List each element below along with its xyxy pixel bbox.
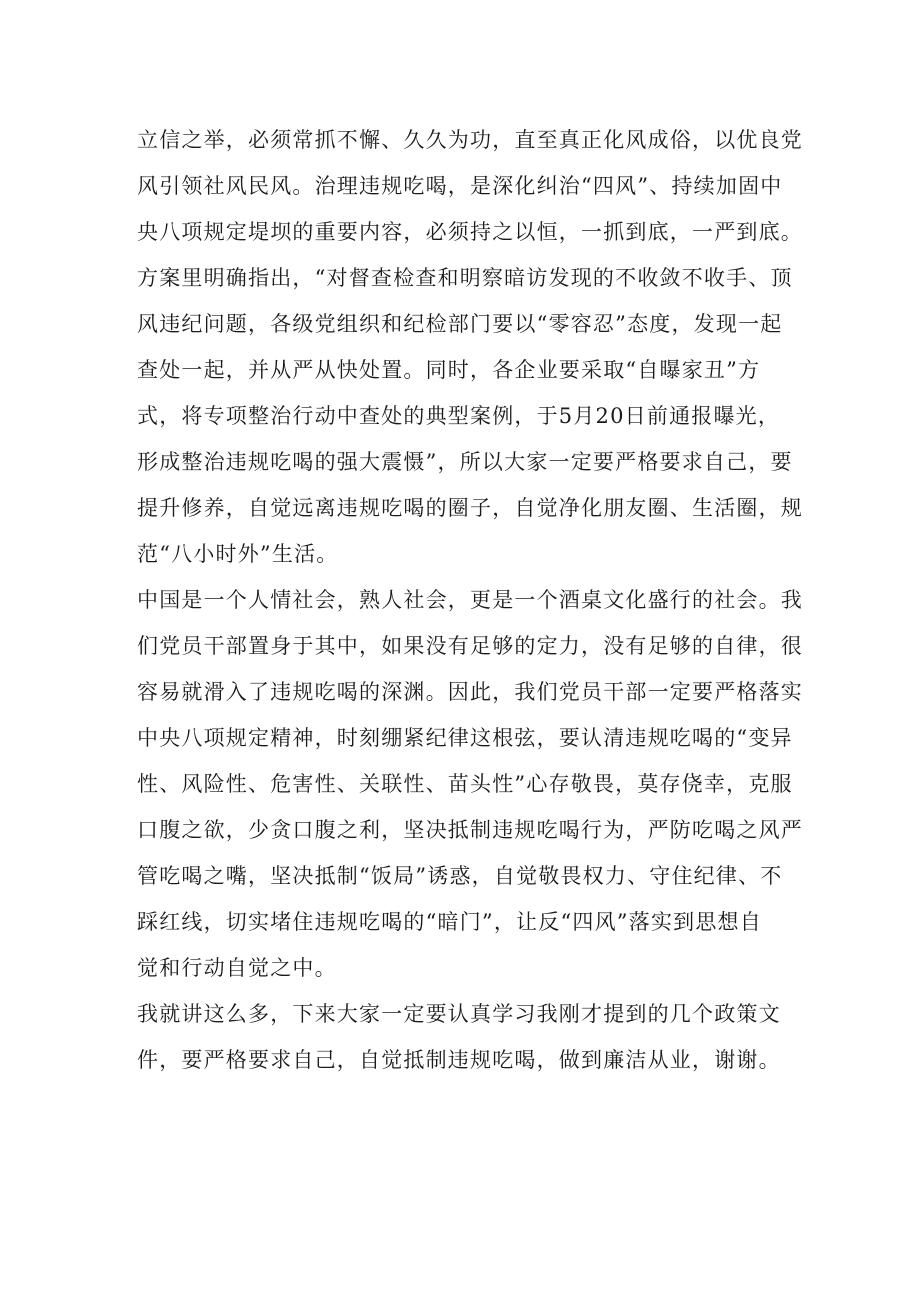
text-line: 查处一起，并从严从快处置。同时，各企业要采取“自曝家丑”方 <box>137 358 761 382</box>
text-line: 管吃喝之嘴，坚决抵制“饭局”诱惑，自觉敬畏权力、守住纪律、不 <box>137 864 783 888</box>
body-text <box>137 117 803 1083</box>
text-line: 式，将专项整治行动中查处的典型案例，于5月20日前通报曝光， <box>137 404 781 428</box>
text-line: 风违纪问题，各级党组织和纪检部门要以“零容忍”态度，发现一起 <box>137 312 783 336</box>
text-line: 件，要严格要求自己，自觉抵制违规吃喝，做到廉洁从业，谢谢。 <box>137 1048 781 1072</box>
text-line: 范“八小时外”生活。 <box>137 542 339 566</box>
text-line: 容易就滑入了违规吃喝的深渊。因此，我们党员干部一定要严格落实 <box>137 680 803 704</box>
text-line: 提升修养，自觉远离违规吃喝的圈子，自觉净化朋友圈、生活圈，规 <box>137 496 803 520</box>
text-line: 方案里明确指出，“对督查检查和明察暗访发现的不收敛不收手、顶 <box>137 266 793 290</box>
text-line: 风引领社风民风。治理违规吃喝，是深化纠治“四风”、持续加固中 <box>137 174 783 198</box>
text-line: 觉和行动自觉之中。 <box>137 956 337 980</box>
text-line: 性、风险性、危害性、关联性、苗头性”心存敬畏，莫存侥幸，克服 <box>137 772 793 796</box>
text-line: 们党员干部置身于其中，如果没有足够的定力，没有足够的自律，很 <box>137 634 803 658</box>
text-line: 形成整治违规吃喝的强大震慑”，所以大家一定要严格要求自己，要 <box>137 450 793 474</box>
text-line: 踩红线，切实堵住违规吃喝的“暗门”，让反“四风”落实到思想自 <box>137 910 762 934</box>
text-line: 中国是一个人情社会，熟人社会，更是一个酒桌文化盛行的社会。我 <box>137 588 803 612</box>
text-line: 口腹之欲，少贪口腹之利，坚决抵制违规吃喝行为，严防吃喝之风严 <box>137 818 803 842</box>
text-line: 中央八项规定精神，时刻绷紧纪律这根弦，要认清违规吃喝的“变异 <box>137 726 793 750</box>
text-line: 央八项规定堤坝的重要内容，必须持之以恒，一抓到底，一严到底。 <box>137 220 803 244</box>
text-line: 立信之举，必须常抓不懈、久久为功，直至真正化风成俗，以优良党 <box>137 128 803 152</box>
text-line: 我就讲这么多，下来大家一定要认真学习我刚才提到的几个政策文 <box>137 1002 781 1026</box>
